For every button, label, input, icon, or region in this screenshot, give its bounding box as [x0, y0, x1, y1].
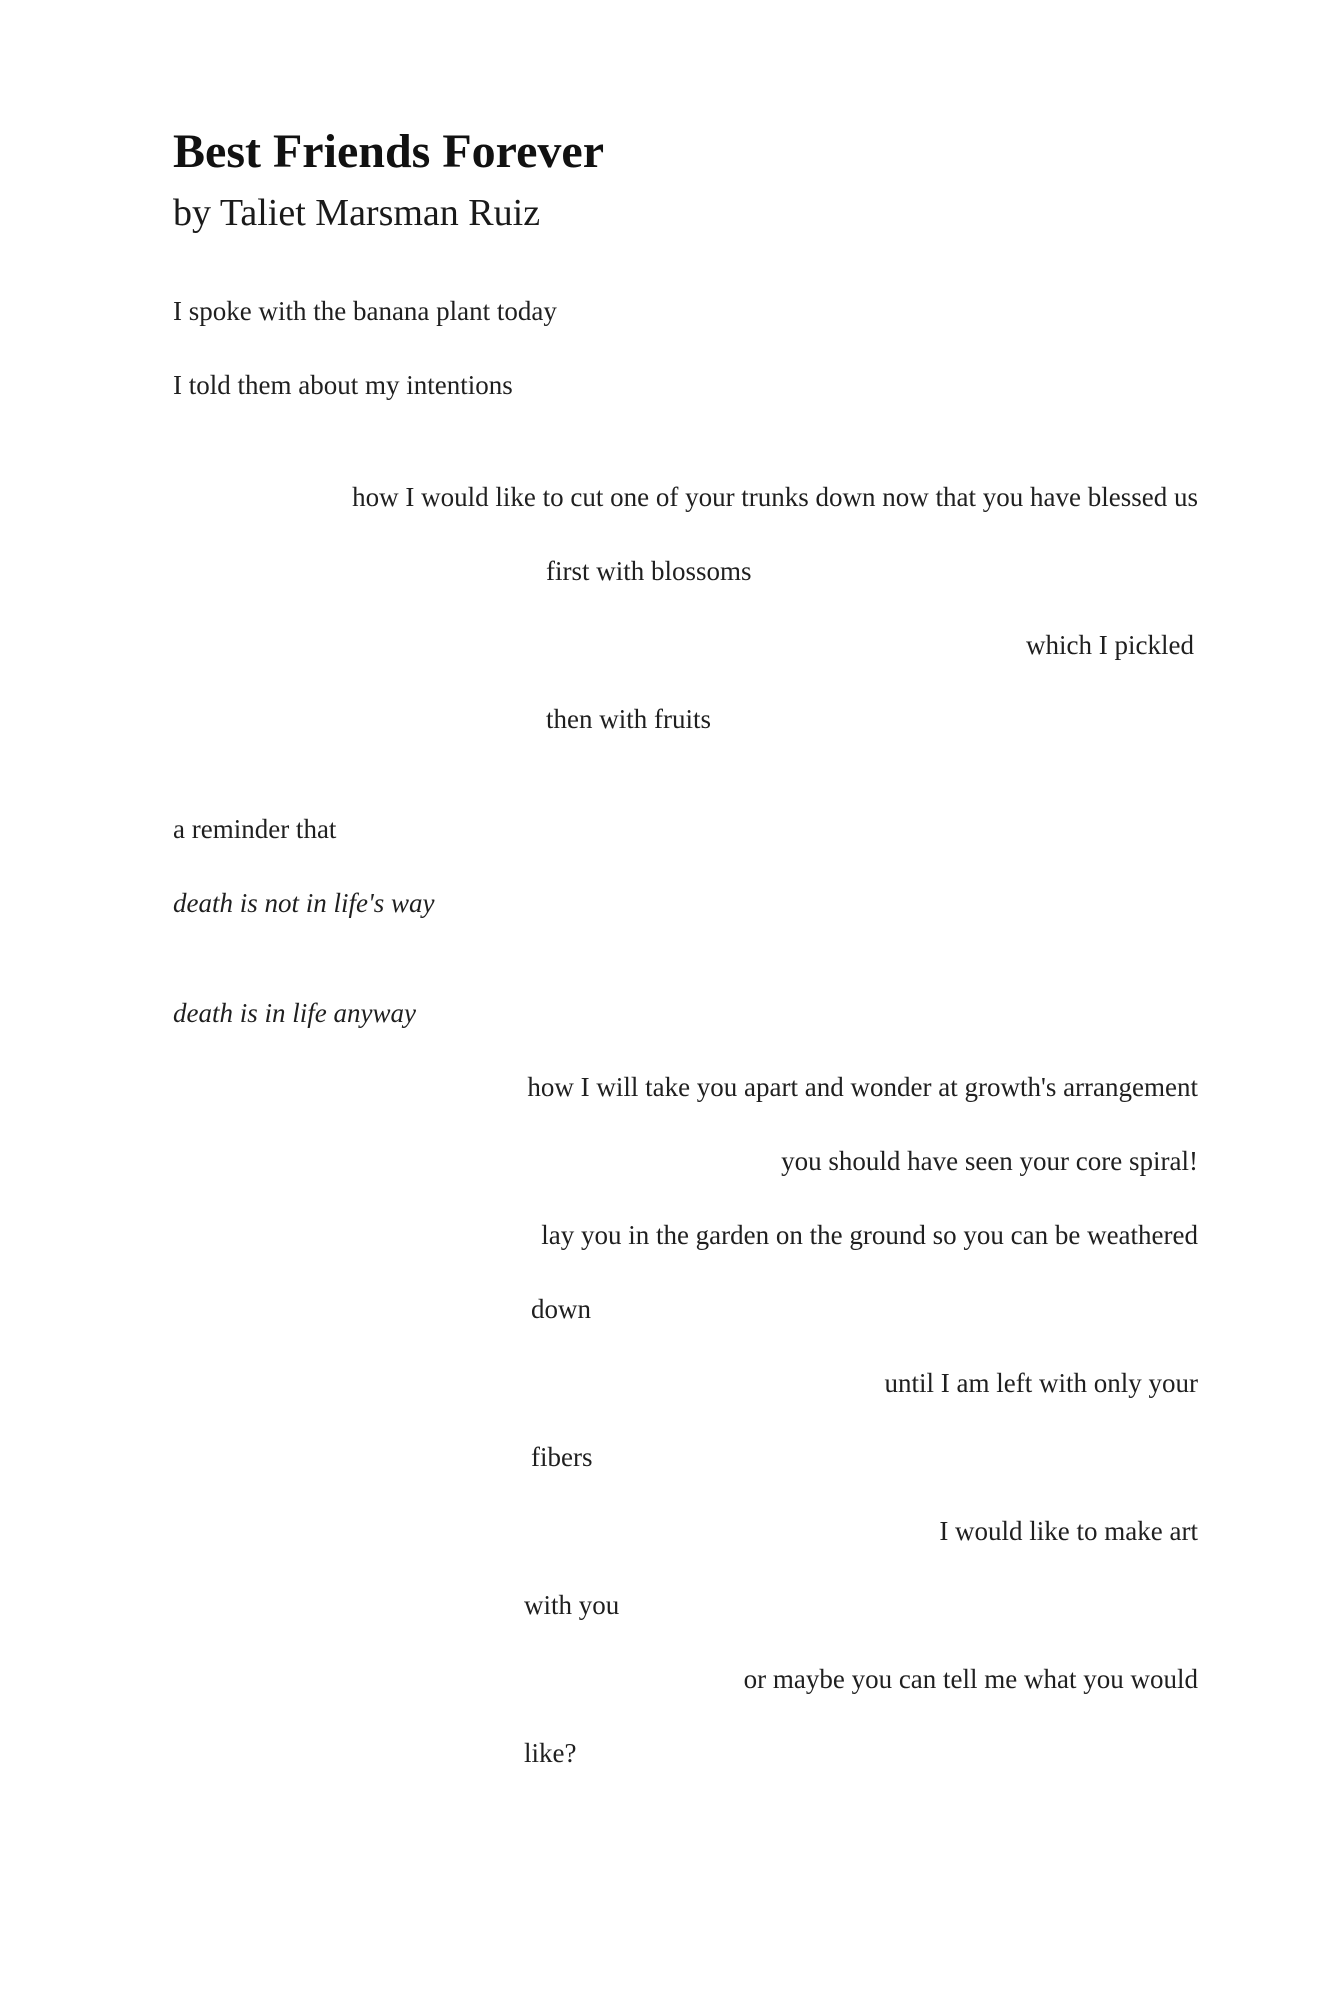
poem-line: first with blossoms: [546, 556, 752, 586]
poem-line: like?: [524, 1738, 577, 1768]
poem-line: I told them about my intentions: [173, 370, 513, 400]
poem-line: or maybe you can tell me what you would: [743, 1664, 1198, 1694]
poem-line: until I am left with only your: [884, 1368, 1198, 1398]
poem-line: lay you in the garden on the ground so you can be weathered: [541, 1220, 1198, 1250]
poem-line: I would like to make art: [939, 1516, 1198, 1546]
poem-line-italic: death is not in life's way: [173, 888, 435, 918]
poem-line: down: [531, 1294, 591, 1324]
poem-line: how I will take you apart and wonder at growth's arrangement: [527, 1072, 1198, 1102]
poem-title: Best Friends Forever: [173, 125, 604, 178]
poem-line: you should have seen your core spiral!: [781, 1146, 1198, 1176]
poem-line-italic: death is in life anyway: [173, 998, 416, 1028]
poem-line: which I pickled: [1026, 630, 1194, 660]
poem-line: fibers: [531, 1442, 593, 1472]
poem-line: I spoke with the banana plant today: [173, 296, 557, 326]
poem-byline: by Taliet Marsman Ruiz: [173, 192, 541, 234]
poem-line: a reminder that: [173, 814, 337, 844]
poem-line: then with fruits: [546, 704, 711, 734]
poem-line: how I would like to cut one of your trunks down now that you have blessed us: [352, 482, 1198, 512]
poem-line: with you: [524, 1590, 620, 1620]
